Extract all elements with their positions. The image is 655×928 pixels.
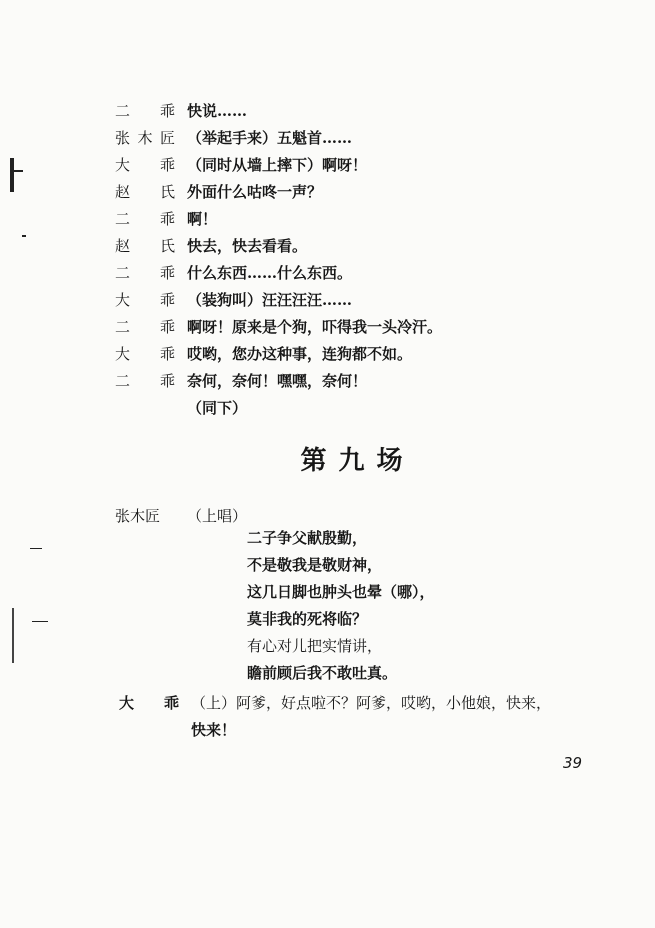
speaker: 二 乖 (115, 372, 175, 390)
speaker: 大 乖 (115, 156, 175, 174)
scene-title: 第九场 (300, 446, 415, 476)
dialogue-text: 奈何，奈何！嘿嘿，奈何！ (187, 372, 368, 390)
stage-direction: （上唱） (187, 507, 248, 525)
page-number: 39 (563, 754, 583, 772)
dialogue-text: （同时从墙上摔下）啊呀！ (187, 156, 368, 174)
scan-mark (30, 548, 42, 549)
speaker: 二 乖 (115, 264, 175, 282)
dialogue-text: （举起手来）五魁首…… (187, 129, 353, 147)
speaker: 张木匠 (115, 507, 161, 525)
speaker: 二 乖 (115, 102, 175, 120)
dialogue-text: 快说…… (187, 102, 248, 120)
speaker: 二 乖 (115, 210, 175, 228)
dialogue-text: 哎哟，您办这种事，连狗都不如。 (187, 345, 413, 363)
speaker: 赵 氏 (115, 237, 175, 255)
speaker: 大 乖 (115, 291, 175, 309)
stage-exit: （同下） (187, 399, 248, 417)
verse-line: 有心对儿把实情讲， (247, 637, 383, 655)
dialogue-text: 快去，快去看看。 (187, 237, 308, 255)
scan-mark (14, 170, 23, 172)
speaker: 大 乖 (115, 345, 175, 363)
dialogue-text: （装狗叫）汪汪汪汪…… (187, 291, 353, 309)
scan-mark (12, 608, 14, 663)
dialogue-text: 啊！ (187, 210, 218, 228)
verse-line: 二子争父献殷勤， (247, 529, 368, 547)
dialogue-text: 什么东西……什么东西。 (187, 264, 353, 282)
dialogue-text: 啊呀！原来是个狗，吓得我一头冷汗。 (187, 318, 443, 336)
scan-mark (22, 235, 26, 237)
dialogue-text: 外面什么咕咚一声？ (187, 183, 323, 201)
verse-line: 瞻前顾后我不敢吐真。 (247, 664, 398, 682)
scan-mark (10, 158, 14, 192)
speaker: 二 乖 (115, 318, 175, 336)
verse-line: 这几日脚也肿头也晕（哪）， (247, 583, 435, 601)
speaker: 赵 氏 (115, 183, 175, 201)
verse-line: 不是敬我是敬财神， (247, 556, 383, 574)
speaker: 大 乖 (119, 694, 179, 712)
dialogue-text: （上）阿爹，好点啦不？阿爹，哎哟，小他娘，快来， (191, 694, 552, 712)
speaker: 张 木 匠 (115, 129, 175, 147)
verse-line: 莫非我的死将临？ (247, 610, 368, 628)
scan-mark (32, 621, 48, 622)
dialogue-text: 快来！ (191, 721, 237, 739)
